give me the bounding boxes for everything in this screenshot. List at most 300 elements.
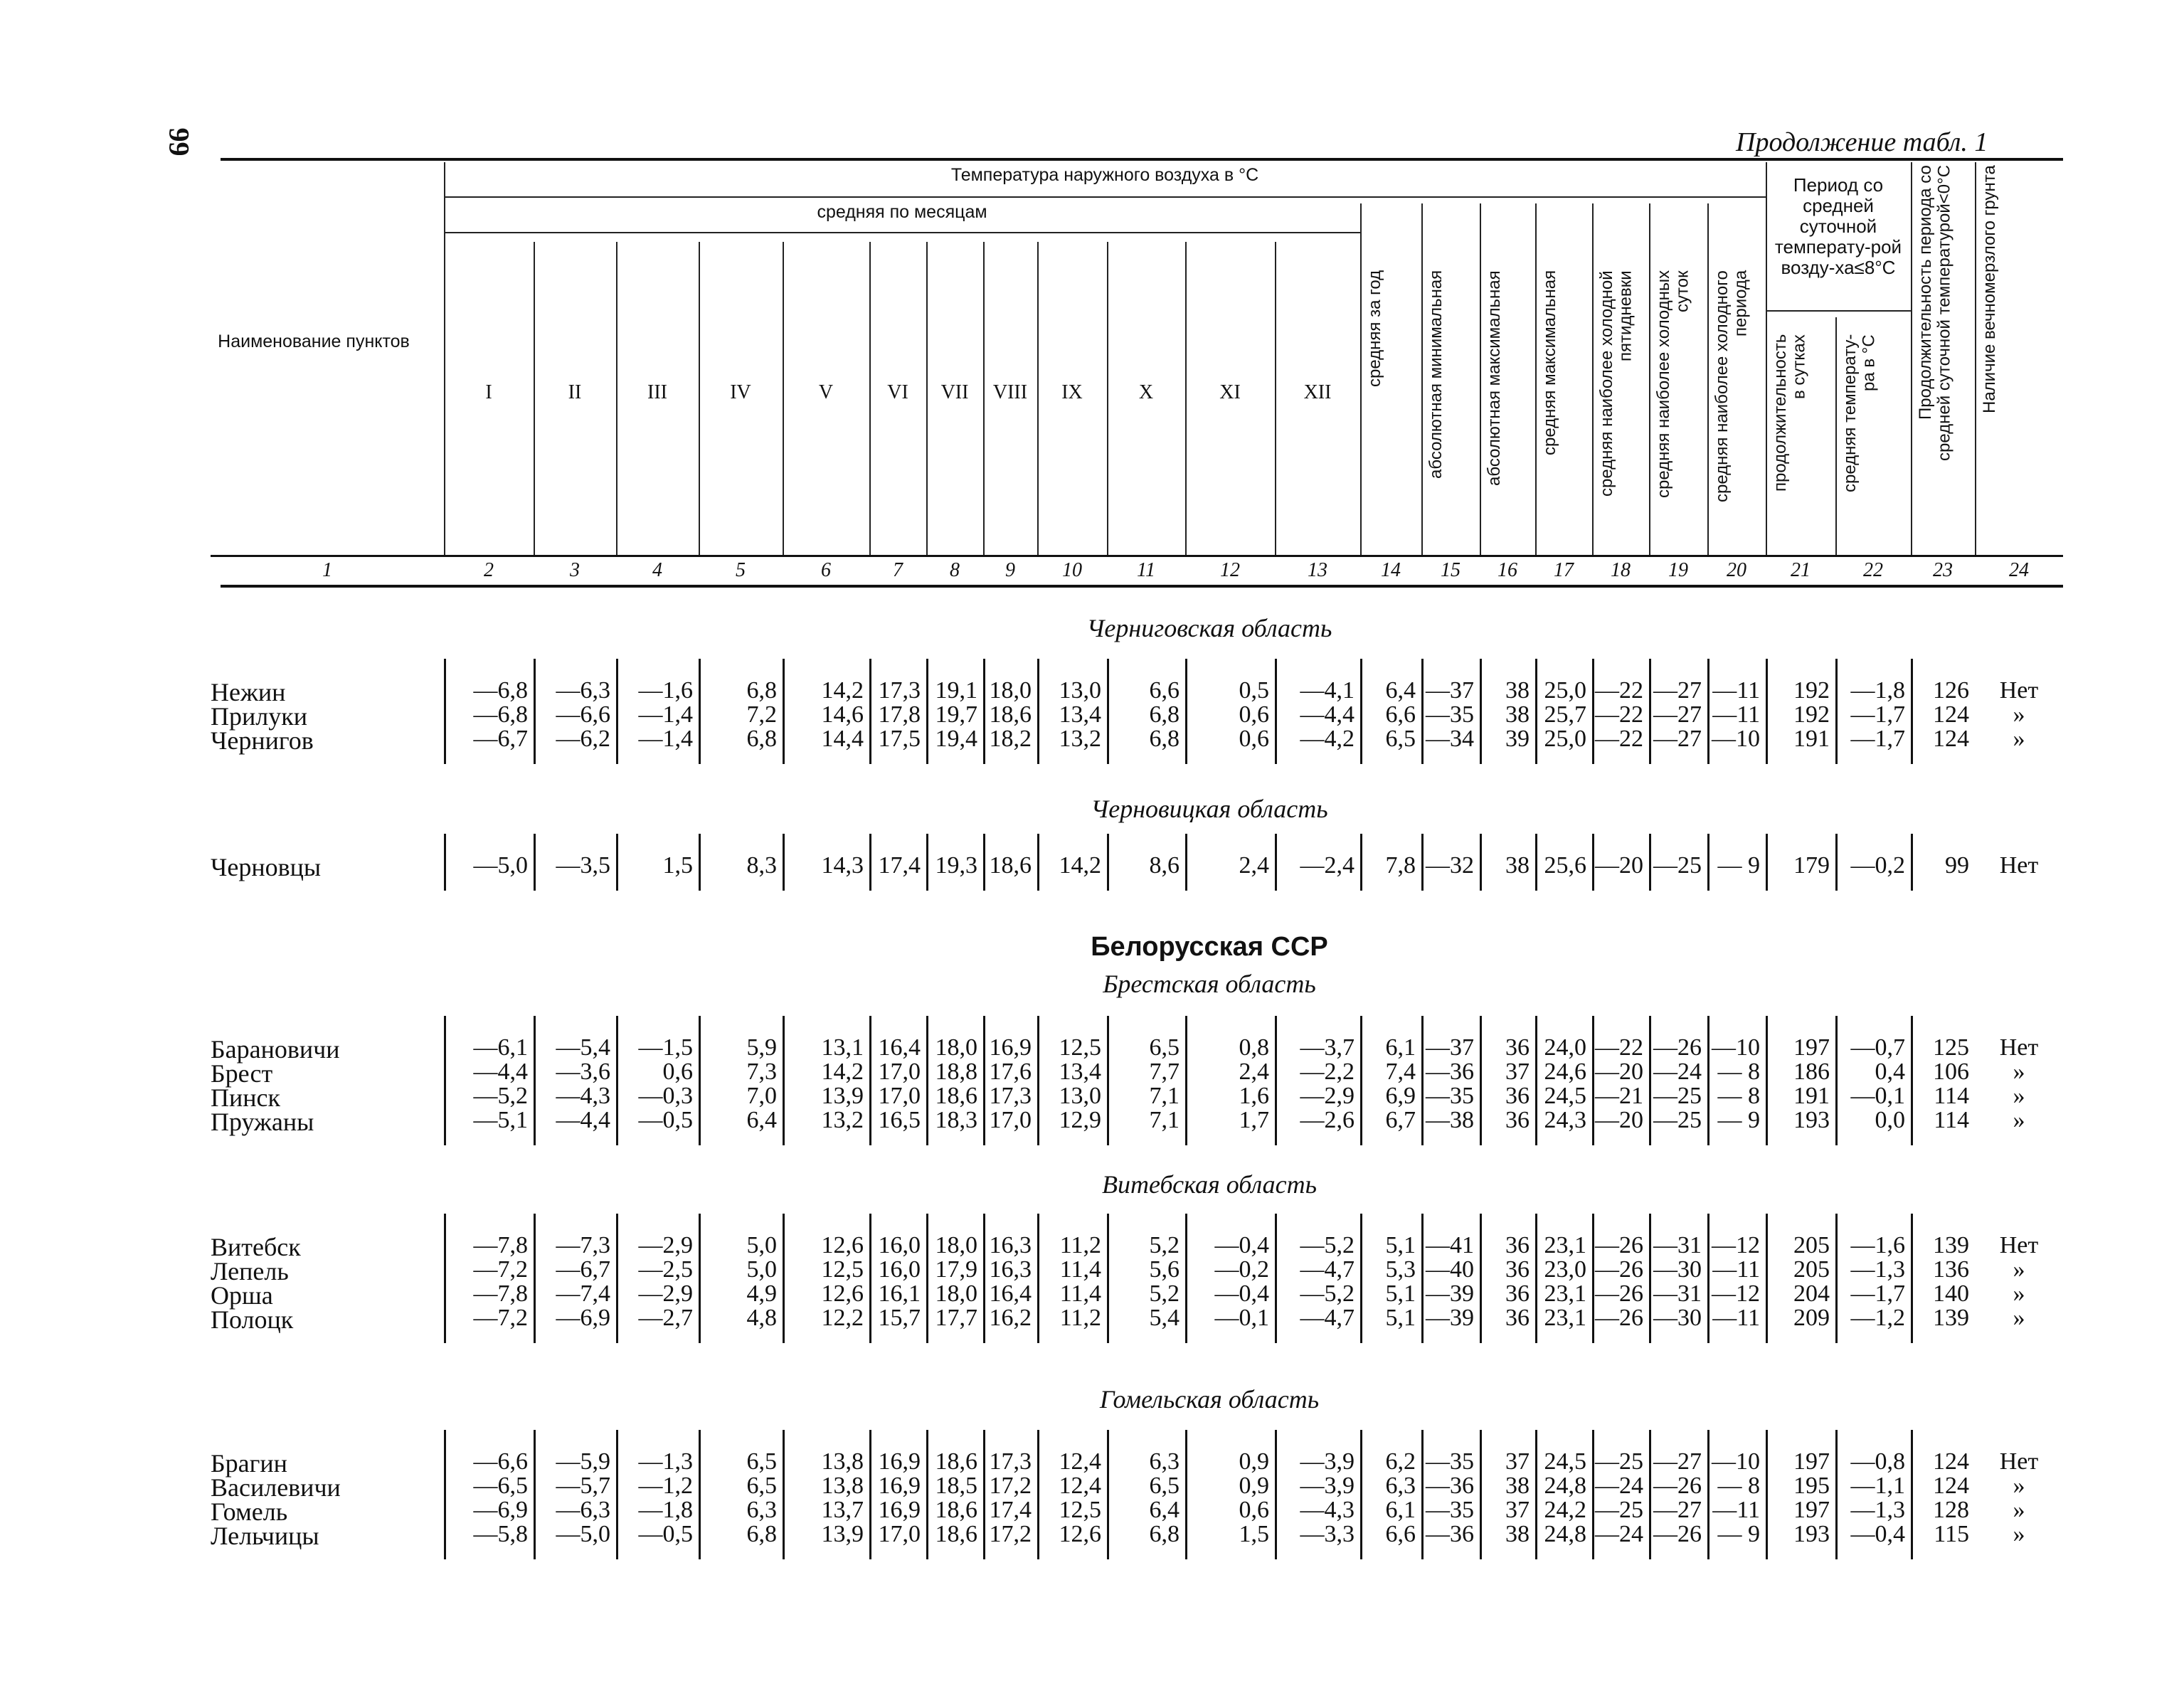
table-cell: 7,3 [746, 1059, 777, 1085]
table-cell: —5,0 [473, 852, 528, 879]
month-header-VI: VI [887, 381, 908, 403]
table-cell: —0,7 [1850, 1034, 1905, 1061]
table-cell: —1,1 [1850, 1473, 1905, 1499]
table-cell: 6,8 [746, 677, 777, 704]
table-cell: 7,1 [1149, 1107, 1180, 1133]
header-col-divider [1421, 203, 1423, 555]
table-cell: 12,5 [821, 1256, 864, 1283]
table-cell: —1,3 [638, 1448, 693, 1475]
table-cell: —3,7 [1300, 1034, 1355, 1061]
column-number: 3 [570, 559, 580, 581]
table-cell: 192 [1793, 701, 1830, 728]
table-cell: —4,4 [473, 1059, 528, 1085]
table-cell: 24,5 [1544, 1083, 1586, 1109]
table-cell: — 9 [1717, 1107, 1760, 1133]
table-cell: 13,9 [821, 1083, 864, 1109]
table-cell: 5,1 [1385, 1280, 1416, 1307]
table-cell: —2,5 [638, 1256, 693, 1283]
table-cell: 0,4 [1875, 1059, 1905, 1085]
table-cell: 25,6 [1544, 852, 1586, 879]
table-cell: —22 [1595, 701, 1643, 728]
station-name: Прилуки [211, 702, 307, 731]
month-header-VIII: VIII [992, 381, 1028, 403]
table-cell: 7,4 [1385, 1059, 1416, 1085]
table-cell: 17,0 [878, 1059, 921, 1085]
table-cell: —30 [1653, 1256, 1702, 1283]
table-cell: —36 [1426, 1521, 1474, 1547]
table-cell: 6,5 [746, 1473, 777, 1499]
table-cell: —24 [1653, 1059, 1702, 1085]
table-cell: 18,2 [989, 726, 1032, 752]
month-header-XII: XII [1303, 381, 1332, 403]
table-cell: 5,2 [1149, 1280, 1180, 1307]
table-cell: 25,0 [1544, 726, 1586, 752]
table-cell: 17,0 [878, 1521, 921, 1547]
table-cell: 16,9 [878, 1473, 921, 1499]
table-cell: 2,4 [1239, 1059, 1269, 1085]
table-cell: 18,6 [935, 1448, 977, 1475]
station-name: Орша [211, 1281, 273, 1310]
table-cell: —35 [1426, 1083, 1474, 1109]
station-name: Барановичи [211, 1035, 340, 1064]
table-cell: —10 [1712, 726, 1760, 752]
header-col-divider [1360, 203, 1362, 555]
table-cell: —1,7 [1850, 1280, 1905, 1307]
table-cell: —0,8 [1850, 1448, 1905, 1475]
table-cell: —2,9 [638, 1280, 693, 1307]
table-cell: 6,8 [1149, 701, 1180, 728]
table-cell: 37 [1505, 1059, 1530, 1085]
table-cell: —20 [1595, 852, 1643, 879]
table-cell: —1,7 [1850, 726, 1905, 752]
table-cell: 19,7 [935, 701, 977, 728]
table-cell: 124 [1933, 1473, 1969, 1499]
table-cell: 6,8 [746, 726, 777, 752]
table-cell: 179 [1793, 852, 1830, 879]
table-cell: 16,4 [989, 1280, 1032, 1307]
table-cell: 18,8 [935, 1059, 977, 1085]
table-cell: — 9 [1717, 852, 1760, 879]
table-cell: 19,3 [935, 852, 977, 879]
table-cell: —7,2 [473, 1305, 528, 1331]
table-cell: —10 [1712, 1448, 1760, 1475]
table-cell: —5,2 [1300, 1232, 1355, 1258]
table-cell: —3,6 [556, 1059, 610, 1085]
table-cell: 37 [1505, 1497, 1530, 1523]
column-number: 5 [736, 559, 746, 581]
column-number: 15 [1441, 559, 1461, 581]
table-cell: —4,4 [556, 1107, 610, 1133]
table-cell: —6,8 [473, 701, 528, 728]
table-cell: » [2013, 1521, 2025, 1547]
table-cell: —26 [1653, 1473, 1702, 1499]
table-cell: 6,8 [746, 1521, 777, 1547]
table-cell: —0,1 [1214, 1305, 1269, 1331]
column-number: 4 [652, 559, 662, 581]
month-header-IX: IX [1061, 381, 1083, 403]
table-cell: —5,4 [556, 1034, 610, 1061]
vertical-header-c15: абсолютная минимальная [1426, 270, 1446, 479]
table-cell: 16,3 [989, 1232, 1032, 1258]
page-number: 99 [163, 127, 196, 157]
table-cell: 14,2 [821, 677, 864, 704]
table-cell: —5,9 [556, 1448, 610, 1475]
table-cell: 11,2 [1059, 1232, 1101, 1258]
column-number: 12 [1220, 559, 1240, 581]
table-cell: —31 [1653, 1232, 1702, 1258]
table-cell: 16,4 [878, 1034, 921, 1061]
table-cell: » [2013, 1256, 2025, 1283]
table-cell: —1,6 [1850, 1232, 1905, 1258]
table-cell: —1,7 [1850, 701, 1905, 728]
table-cell: —1,4 [638, 701, 693, 728]
table-cell: —4,7 [1300, 1305, 1355, 1331]
table-cell: 17,3 [878, 677, 921, 704]
table-cell: —11 [1712, 701, 1760, 728]
table-cell: 114 [1934, 1107, 1969, 1133]
table-cell: 16,5 [878, 1107, 921, 1133]
table-cell: —0,2 [1850, 852, 1905, 879]
table-cell: 6,5 [1385, 726, 1416, 752]
table-cell: 191 [1793, 726, 1830, 752]
table-cell: —36 [1426, 1473, 1474, 1499]
column-header-name: Наименование пунктов [218, 332, 410, 351]
table-cell: —1,2 [1850, 1305, 1905, 1331]
table-cell: 24,2 [1544, 1497, 1586, 1523]
table-cell: —2,2 [1300, 1059, 1355, 1085]
table-cell: —0,3 [638, 1083, 693, 1109]
table-cell: 6,3 [1385, 1473, 1416, 1499]
table-cell: —26 [1595, 1232, 1643, 1258]
table-cell: 24,6 [1544, 1059, 1586, 1085]
table-cell: 2,4 [1239, 852, 1269, 879]
column-number: 18 [1611, 559, 1631, 581]
table-cell: —32 [1426, 852, 1474, 879]
table-cell: 18,0 [935, 1280, 977, 1307]
table-cell: —6,6 [556, 701, 610, 728]
column-number: 10 [1062, 559, 1082, 581]
table-cell: —6,9 [556, 1305, 610, 1331]
table-cell: 0,6 [1239, 1497, 1269, 1523]
table-cell: 17,4 [878, 852, 921, 879]
column-number: 21 [1791, 559, 1811, 581]
table-cell: 36 [1505, 1305, 1530, 1331]
station-name: Пинск [211, 1083, 280, 1112]
table-cell: 18,0 [989, 677, 1032, 704]
table-cell: —25 [1595, 1448, 1643, 1475]
table-cell: —7,3 [556, 1232, 610, 1258]
table-cell: —1,6 [638, 677, 693, 704]
month-header-V: V [818, 381, 834, 403]
table-cell: 18,6 [935, 1497, 977, 1523]
table-cell: 18,6 [935, 1083, 977, 1109]
table-cell: 204 [1793, 1280, 1830, 1307]
column-number: 17 [1554, 559, 1574, 581]
table-cell: —24 [1595, 1473, 1643, 1499]
table-cell: 38 [1505, 701, 1530, 728]
table-cell: —37 [1426, 1034, 1474, 1061]
vertical-header-c24: Наличие вечномерзлого грунта [1980, 165, 1999, 413]
table-cell: 23,0 [1544, 1256, 1586, 1283]
station-name: Лепель [211, 1257, 289, 1285]
table-cell: 18,3 [935, 1107, 977, 1133]
table-cell: 16,0 [878, 1232, 921, 1258]
table-cell: —6,7 [473, 726, 528, 752]
table-cell: —36 [1426, 1059, 1474, 1085]
table-cell: —37 [1426, 677, 1474, 704]
table-cell: —4,3 [1300, 1497, 1355, 1523]
table-cell: 37 [1505, 1448, 1530, 1475]
table-cell: 0,6 [1239, 726, 1269, 752]
table-cell: 19,1 [935, 677, 977, 704]
table-cell: —6,3 [556, 1497, 610, 1523]
table-cell: 17,4 [989, 1497, 1032, 1523]
header-col-divider [1835, 317, 1837, 555]
table-cell: 17,5 [878, 726, 921, 752]
table-cell: 12,6 [821, 1280, 864, 1307]
table-cell: 209 [1793, 1305, 1830, 1331]
table-cell: —20 [1595, 1059, 1643, 1085]
table-cell: —6,7 [556, 1256, 610, 1283]
table-cell: —25 [1653, 1083, 1702, 1109]
table-cell: 13,0 [1059, 677, 1101, 704]
table-cell: —38 [1426, 1107, 1474, 1133]
table-cell: —24 [1595, 1521, 1643, 1547]
monthly-rule [444, 232, 1360, 233]
column-number: 13 [1308, 559, 1327, 581]
table-cell: —1,2 [638, 1473, 693, 1499]
table-cell: 7,8 [1385, 852, 1416, 879]
table-cell: 128 [1933, 1497, 1969, 1523]
temp-group-rule [444, 196, 1766, 198]
table-cell: 12,4 [1059, 1473, 1101, 1499]
header-col-divider [1649, 203, 1650, 555]
table-cell: » [2013, 1059, 2025, 1085]
table-cell: 13,8 [821, 1448, 864, 1475]
table-cell: —27 [1653, 726, 1702, 752]
table-cell: 136 [1933, 1256, 1969, 1283]
table-cell: —6,8 [473, 677, 528, 704]
station-name: Нежин [211, 678, 286, 706]
table-cell: 25,0 [1544, 677, 1586, 704]
table-cell: —5,2 [473, 1083, 528, 1109]
table-cell: » [2013, 1497, 2025, 1523]
column-number: 6 [821, 559, 831, 581]
table-cell: —7,2 [473, 1256, 528, 1283]
table-cell: 18,6 [989, 701, 1032, 728]
header-col-divider [1480, 203, 1481, 555]
table-cell: 0,6 [1239, 701, 1269, 728]
header-col-divider [1707, 203, 1709, 555]
table-cell: 5,2 [1149, 1232, 1180, 1258]
table-cell: — 8 [1717, 1059, 1760, 1085]
table-cell: —22 [1595, 677, 1643, 704]
header-col-divider [1911, 162, 1912, 555]
period-group-rule [1766, 310, 1911, 312]
table-cell: 17,9 [935, 1256, 977, 1283]
table-cell: 139 [1933, 1305, 1969, 1331]
table-cell: —40 [1426, 1256, 1474, 1283]
table-cell: 18,6 [935, 1521, 977, 1547]
table-cell: —1,4 [638, 726, 693, 752]
table-cell: —0,4 [1850, 1521, 1905, 1547]
column-number: 23 [1933, 559, 1953, 581]
table-cell: 1,7 [1239, 1107, 1269, 1133]
table-cell: 13,4 [1059, 1059, 1101, 1085]
table-cell: —26 [1653, 1521, 1702, 1547]
region-heading: Витебская область [1101, 1170, 1317, 1199]
table-cell: —35 [1426, 1497, 1474, 1523]
table-cell: 16,2 [989, 1305, 1032, 1331]
table-cell: 13,1 [821, 1034, 864, 1061]
table-cell: —1,5 [638, 1034, 693, 1061]
table-cell: 18,0 [935, 1232, 977, 1258]
header-col-divider [1592, 203, 1594, 555]
table-cell: 7,0 [746, 1083, 777, 1109]
table-cell: 191 [1793, 1083, 1830, 1109]
table-cell: 6,3 [1149, 1448, 1180, 1475]
table-cell: —26 [1595, 1280, 1643, 1307]
table-cell: —2,6 [1300, 1107, 1355, 1133]
column-number: 11 [1137, 559, 1155, 581]
table-cell: —11 [1712, 1256, 1760, 1283]
table-cell: 205 [1793, 1232, 1830, 1258]
table-cell: 13,7 [821, 1497, 864, 1523]
table-cell: —4,2 [1300, 726, 1355, 752]
column-number: 14 [1381, 559, 1401, 581]
table-cell: 6,5 [746, 1448, 777, 1475]
table-cell: 6,1 [1385, 1034, 1416, 1061]
table-cell: —30 [1653, 1305, 1702, 1331]
table-cell: 6,6 [1385, 1521, 1416, 1547]
table-cell: 23,1 [1544, 1280, 1586, 1307]
table-cell: 13,8 [821, 1473, 864, 1499]
table-cell: —10 [1712, 1034, 1760, 1061]
table-cell: —25 [1653, 1107, 1702, 1133]
table-cell: 106 [1933, 1059, 1969, 1085]
column-number: 9 [1005, 559, 1015, 581]
table-cell: Нет [1999, 1448, 2039, 1475]
station-name: Брест [211, 1059, 273, 1088]
table-cell: 205 [1793, 1256, 1830, 1283]
table-cell: 25,7 [1544, 701, 1586, 728]
table-cell: 19,4 [935, 726, 977, 752]
table-cell: 6,4 [1149, 1497, 1180, 1523]
table-cell: 12,2 [821, 1305, 864, 1331]
table-cell: —5,1 [473, 1107, 528, 1133]
table-cell: 17,8 [878, 701, 921, 728]
monthly-group-header: средняя по месяцам [817, 202, 987, 222]
table-cell: —39 [1426, 1280, 1474, 1307]
month-header-III: III [647, 381, 667, 403]
table-cell: —3,3 [1300, 1521, 1355, 1547]
table-cell: 126 [1933, 677, 1969, 704]
vertical-header-c21: продолжительность в сутках [1771, 334, 1809, 492]
table-cell: 6,8 [1149, 1521, 1180, 1547]
month-header-VII: VII [940, 381, 969, 403]
table-cell: 6,3 [746, 1497, 777, 1523]
table-cell: —12 [1712, 1280, 1760, 1307]
header-col-divider [1975, 162, 1976, 555]
table-cell: 6,8 [1149, 726, 1180, 752]
table-cell: » [2013, 701, 2025, 728]
table-cell: 6,1 [1385, 1497, 1416, 1523]
table-cell: —4,1 [1300, 677, 1355, 704]
table-cell: Нет [1999, 677, 2039, 704]
vertical-header-c22: средняя температу- ра в °С [1840, 334, 1879, 493]
table-cell: 17,2 [989, 1473, 1032, 1499]
table-cell: —6,9 [473, 1497, 528, 1523]
table-cell: » [2013, 1473, 2025, 1499]
table-cell: 140 [1933, 1280, 1969, 1307]
table-cell: 197 [1793, 1034, 1830, 1061]
table-cell: —22 [1595, 726, 1643, 752]
table-cell: 0,9 [1239, 1448, 1269, 1475]
table-cell: Нет [1999, 852, 2039, 879]
table-cell: 6,4 [746, 1107, 777, 1133]
table-cell: 16,9 [878, 1497, 921, 1523]
table-cell: —0,4 [1214, 1280, 1269, 1307]
table-cell: — 8 [1717, 1083, 1760, 1109]
table-cell: —2,7 [638, 1305, 693, 1331]
table-cell: 24,3 [1544, 1107, 1586, 1133]
table-cell: —11 [1712, 1497, 1760, 1523]
table-cell: 36 [1505, 1083, 1530, 1109]
table-cell: —12 [1712, 1232, 1760, 1258]
table-cell: 24,8 [1544, 1473, 1586, 1499]
month-header-I: I [485, 381, 492, 403]
table-cell: —4,7 [1300, 1256, 1355, 1283]
table-cell: 36 [1505, 1256, 1530, 1283]
table-cell: 7,1 [1149, 1083, 1180, 1109]
station-name: Гомель [211, 1497, 288, 1526]
month-header-XI: XI [1219, 381, 1241, 403]
table-cell: —1,3 [1850, 1497, 1905, 1523]
table-cell: —11 [1712, 1305, 1760, 1331]
table-cell: » [2013, 1305, 2025, 1331]
table-cell: —0,1 [1850, 1083, 1905, 1109]
table-cell: —35 [1426, 1448, 1474, 1475]
table-cell: 11,4 [1059, 1280, 1101, 1307]
table-cell: 13,2 [1059, 726, 1101, 752]
vertical-header-c14: средняя за год [1365, 270, 1384, 388]
table-cell: —6,3 [556, 677, 610, 704]
table-cell: Нет [1999, 1034, 2039, 1061]
table-cell: 4,8 [746, 1305, 777, 1331]
table-cell: —26 [1595, 1305, 1643, 1331]
table-cell: 17,0 [989, 1107, 1032, 1133]
table-cell: —26 [1653, 1034, 1702, 1061]
table-cell: —34 [1426, 726, 1474, 752]
table-cell: 38 [1505, 677, 1530, 704]
table-cell: —3,9 [1300, 1473, 1355, 1499]
table-cell: 124 [1933, 701, 1969, 728]
table-cell: 197 [1793, 1448, 1830, 1475]
table-cell: 0,0 [1875, 1107, 1905, 1133]
table-cell: 24,5 [1544, 1448, 1586, 1475]
table-cell: 6,5 [1149, 1473, 1180, 1499]
table-cell: —0,5 [638, 1107, 693, 1133]
table-cell: 114 [1934, 1083, 1969, 1109]
table-cell: —4,3 [556, 1083, 610, 1109]
table-cell: 0,5 [1239, 677, 1269, 704]
table-cell: 6,9 [1385, 1083, 1416, 1109]
table-cell: 5,0 [746, 1232, 777, 1258]
table-cell: 5,0 [746, 1256, 777, 1283]
vertical-header-c20: средняя наиболее холодного периода [1712, 270, 1751, 502]
table-cell: 1,5 [662, 852, 693, 879]
table-cell: —27 [1653, 1497, 1702, 1523]
